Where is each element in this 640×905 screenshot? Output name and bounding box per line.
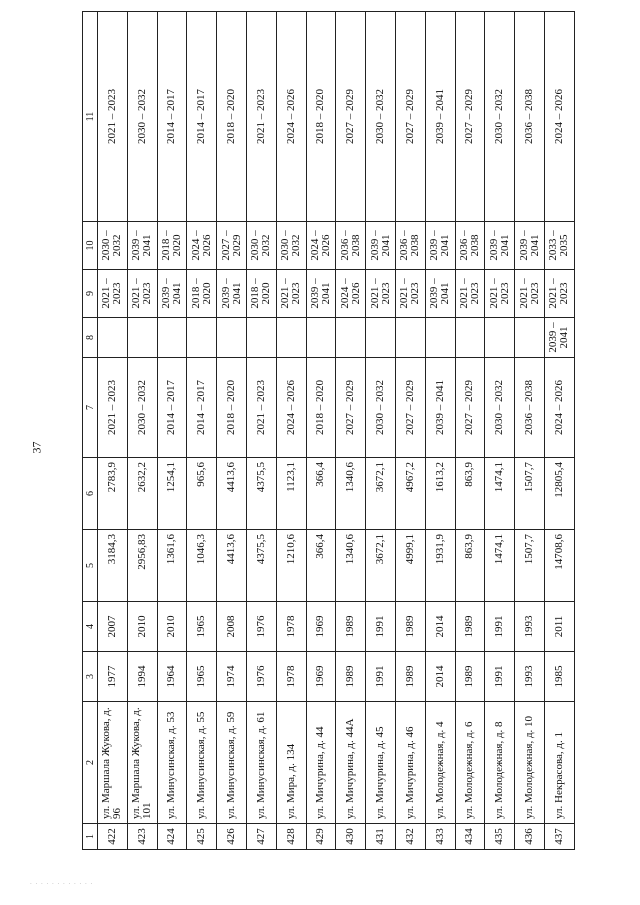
cell-period-8 xyxy=(306,318,336,358)
cell-period-10: 2024 – 2026 xyxy=(306,222,336,270)
cell-period-8 xyxy=(127,318,157,358)
cell-period-8 xyxy=(366,318,396,358)
cell-total-area: 4413,6 xyxy=(217,530,247,602)
cell-total-area: 14708,6 xyxy=(544,530,574,602)
cell-period-9: 2021 – 2023 xyxy=(395,270,425,318)
cell-period-10: 2027 – 2029 xyxy=(217,222,247,270)
cell-year-4: 1965 xyxy=(187,602,217,652)
cell-year-4: 2007 xyxy=(98,602,128,652)
rotated-table-container xyxy=(82,32,598,850)
cell-address: ул. Минусинская, д. 61 xyxy=(246,702,276,824)
table-row xyxy=(366,12,396,850)
column-header: 9 xyxy=(83,270,98,318)
cell-period-11: 2021 – 2023 xyxy=(246,12,276,222)
cell-total-area: 1340,6 xyxy=(336,530,366,602)
cell-period-9: 2039 – 2041 xyxy=(306,270,336,318)
cell-period-10: 2039 – 2041 xyxy=(515,222,545,270)
cell-period-8 xyxy=(455,318,485,358)
cell-address: ул. Мира, д. 134 xyxy=(276,702,306,824)
cell-period-8 xyxy=(515,318,545,358)
cell-living-area: 12805,4 xyxy=(544,458,574,530)
cell-period-10: 2030 – 2032 xyxy=(98,222,128,270)
table-row xyxy=(544,12,574,850)
cell-period-9: 2018 – 2020 xyxy=(246,270,276,318)
cell-year-4: 1989 xyxy=(336,602,366,652)
table-row xyxy=(395,12,425,850)
cell-period-7: 2021 – 2023 xyxy=(246,358,276,458)
cell-period-7: 2024 – 2026 xyxy=(544,358,574,458)
cell-period-7: 2018 – 2020 xyxy=(306,358,336,458)
table-row xyxy=(425,12,455,850)
cell-row-number: 423 xyxy=(127,824,157,850)
table-row xyxy=(485,12,515,850)
cell-year-4: 1976 xyxy=(246,602,276,652)
cell-period-8 xyxy=(98,318,128,358)
cell-living-area: 4375,5 xyxy=(246,458,276,530)
cell-year-4: 1991 xyxy=(485,602,515,652)
cell-address: ул. Минусинская, д. 55 xyxy=(187,702,217,824)
cell-row-number: 435 xyxy=(485,824,515,850)
cell-period-10: 2024 – 2026 xyxy=(187,222,217,270)
table-body xyxy=(83,12,575,850)
cell-year-4: 2011 xyxy=(544,602,574,652)
cell-living-area: 863,9 xyxy=(455,458,485,530)
column-header: 11 xyxy=(83,12,98,222)
cell-period-7: 2027 – 2029 xyxy=(395,358,425,458)
cell-period-11: 2027 – 2029 xyxy=(336,12,366,222)
cell-living-area: 4967,2 xyxy=(395,458,425,530)
cell-period-11: 2030 – 2032 xyxy=(366,12,396,222)
cell-period-7: 2018 – 2020 xyxy=(217,358,247,458)
cell-period-10: 2018 – 2020 xyxy=(157,222,187,270)
cell-year-4: 2010 xyxy=(157,602,187,652)
cell-living-area: 1254,1 xyxy=(157,458,187,530)
cell-row-number: 429 xyxy=(306,824,336,850)
cell-build-year: 1989 xyxy=(336,652,366,702)
cell-address: ул. Мичурина, д. 45 xyxy=(366,702,396,824)
cell-build-year: 1974 xyxy=(217,652,247,702)
table-row xyxy=(455,12,485,850)
cell-row-number: 422 xyxy=(98,824,128,850)
cell-build-year: 1985 xyxy=(544,652,574,702)
cell-period-7: 2014 – 2017 xyxy=(187,358,217,458)
table-row xyxy=(127,12,157,850)
cell-period-7: 2027 – 2029 xyxy=(336,358,366,458)
cell-period-8 xyxy=(485,318,515,358)
cell-period-7: 2014 – 2017 xyxy=(157,358,187,458)
cell-address: ул. Молодежная, д. 10 xyxy=(515,702,545,824)
cell-period-9: 2024 – 2026 xyxy=(336,270,366,318)
column-header: 4 xyxy=(83,602,98,652)
cell-period-8 xyxy=(336,318,366,358)
cell-period-9: 2021 – 2023 xyxy=(515,270,545,318)
cell-living-area: 1507,7 xyxy=(515,458,545,530)
cell-period-7: 2024 – 2026 xyxy=(276,358,306,458)
cell-period-11: 2018 – 2020 xyxy=(306,12,336,222)
column-header: 7 xyxy=(83,358,98,458)
table-row xyxy=(246,12,276,850)
cell-build-year: 1993 xyxy=(515,652,545,702)
cell-address: ул. Мичурина, д. 44 xyxy=(306,702,336,824)
cell-living-area: 1613,2 xyxy=(425,458,455,530)
cell-period-11: 2027 – 2029 xyxy=(455,12,485,222)
cell-period-11: 2036 – 2038 xyxy=(515,12,545,222)
cell-period-10: 2039 – 2041 xyxy=(425,222,455,270)
cell-period-11: 2030 – 2032 xyxy=(127,12,157,222)
cell-living-area: 3672,1 xyxy=(366,458,396,530)
cell-period-10: 2036 – 2038 xyxy=(455,222,485,270)
cell-address: ул. Маршала Жукова, д. 101 xyxy=(127,702,157,824)
cell-total-area: 3672,1 xyxy=(366,530,396,602)
cell-period-11: 2024 – 2026 xyxy=(544,12,574,222)
column-header: 6 xyxy=(83,458,98,530)
column-header: 10 xyxy=(83,222,98,270)
cell-period-8 xyxy=(425,318,455,358)
repair-schedule-table xyxy=(82,11,575,850)
cell-period-10: 2030 – 2032 xyxy=(276,222,306,270)
cell-period-8: 2039 – 2041 xyxy=(544,318,574,358)
column-header: 5 xyxy=(83,530,98,602)
cell-address: ул. Некрасова, д. 1 xyxy=(544,702,574,824)
cell-row-number: 436 xyxy=(515,824,545,850)
table-row xyxy=(515,12,545,850)
cell-build-year: 1969 xyxy=(306,652,336,702)
cell-period-7: 2027 – 2029 xyxy=(455,358,485,458)
cell-period-10: 2039 – 2041 xyxy=(366,222,396,270)
cell-period-9: 2021 – 2023 xyxy=(366,270,396,318)
cell-period-9: 2021 – 2023 xyxy=(544,270,574,318)
cell-period-9: 2018 – 2020 xyxy=(187,270,217,318)
cell-period-8 xyxy=(276,318,306,358)
cell-address: ул. Мичурина, д. 46 xyxy=(395,702,425,824)
cell-period-9: 2021 – 2023 xyxy=(127,270,157,318)
cell-total-area: 2956,83 xyxy=(127,530,157,602)
cell-period-11: 2014 – 2017 xyxy=(157,12,187,222)
table-row xyxy=(187,12,217,850)
cell-period-9: 2039 – 2041 xyxy=(157,270,187,318)
cell-period-9: 2021 – 2023 xyxy=(276,270,306,318)
cell-period-9: 2021 – 2023 xyxy=(98,270,128,318)
cell-period-9: 2021 – 2023 xyxy=(455,270,485,318)
column-header: 2 xyxy=(83,702,98,824)
cell-total-area: 4999,1 xyxy=(395,530,425,602)
cell-period-9: 2039 – 2041 xyxy=(425,270,455,318)
cell-row-number: 425 xyxy=(187,824,217,850)
cell-build-year: 1978 xyxy=(276,652,306,702)
cell-total-area: 1361,6 xyxy=(157,530,187,602)
cell-period-7: 2039 – 2041 xyxy=(425,358,455,458)
cell-total-area: 863,9 xyxy=(455,530,485,602)
cell-period-10: 2036 – 2038 xyxy=(336,222,366,270)
cell-living-area: 1474,1 xyxy=(485,458,515,530)
cell-build-year: 1994 xyxy=(127,652,157,702)
cell-row-number: 427 xyxy=(246,824,276,850)
cell-year-4: 2010 xyxy=(127,602,157,652)
cell-row-number: 430 xyxy=(336,824,366,850)
table-row xyxy=(217,12,247,850)
table-row xyxy=(306,12,336,850)
cell-row-number: 426 xyxy=(217,824,247,850)
cell-row-number: 437 xyxy=(544,824,574,850)
cell-build-year: 1977 xyxy=(98,652,128,702)
cell-address: ул. Маршала Жукова, д. 96 xyxy=(98,702,128,824)
cell-period-10: 2036 – 2038 xyxy=(395,222,425,270)
cell-build-year: 2014 xyxy=(425,652,455,702)
cell-total-area: 1210,6 xyxy=(276,530,306,602)
cell-year-4: 2014 xyxy=(425,602,455,652)
page-number: 37 xyxy=(29,441,44,454)
scan-artifact: . . . . . . . . . . . . xyxy=(30,878,94,886)
cell-period-10: 2033 – 2035 xyxy=(544,222,574,270)
cell-build-year: 1989 xyxy=(395,652,425,702)
cell-build-year: 1991 xyxy=(485,652,515,702)
cell-period-9: 2039 – 2041 xyxy=(217,270,247,318)
cell-living-area: 4413,6 xyxy=(217,458,247,530)
cell-year-4: 1989 xyxy=(395,602,425,652)
cell-year-4: 1989 xyxy=(455,602,485,652)
cell-living-area: 366,4 xyxy=(306,458,336,530)
cell-period-10: 2039 – 2041 xyxy=(485,222,515,270)
cell-period-8 xyxy=(157,318,187,358)
cell-period-7: 2021 – 2023 xyxy=(98,358,128,458)
cell-period-9: 2021 – 2023 xyxy=(485,270,515,318)
cell-period-10: 2030 – 2032 xyxy=(246,222,276,270)
column-header: 1 xyxy=(83,824,98,850)
cell-address: ул. Молодежная, д. 6 xyxy=(455,702,485,824)
cell-row-number: 424 xyxy=(157,824,187,850)
cell-total-area: 1931,9 xyxy=(425,530,455,602)
cell-total-area: 366,4 xyxy=(306,530,336,602)
cell-living-area: 965,6 xyxy=(187,458,217,530)
cell-period-11: 2039 – 2041 xyxy=(425,12,455,222)
table-row xyxy=(336,12,366,850)
cell-total-area: 1474,1 xyxy=(485,530,515,602)
cell-build-year: 1964 xyxy=(157,652,187,702)
cell-period-7: 2036 – 2038 xyxy=(515,358,545,458)
cell-period-11: 2030 – 2032 xyxy=(485,12,515,222)
cell-living-area: 2632,2 xyxy=(127,458,157,530)
cell-address: ул. Минусинская, д. 59 xyxy=(217,702,247,824)
cell-total-area: 3184,3 xyxy=(98,530,128,602)
column-number-row xyxy=(83,12,98,850)
cell-year-4: 1993 xyxy=(515,602,545,652)
cell-period-8 xyxy=(246,318,276,358)
cell-total-area: 4375,5 xyxy=(246,530,276,602)
cell-build-year: 1989 xyxy=(455,652,485,702)
cell-row-number: 428 xyxy=(276,824,306,850)
cell-build-year: 1965 xyxy=(187,652,217,702)
cell-row-number: 433 xyxy=(425,824,455,850)
cell-period-11: 2014 – 2017 xyxy=(187,12,217,222)
table-row xyxy=(98,12,128,850)
cell-year-4: 1969 xyxy=(306,602,336,652)
cell-address: ул. Молодежная, д. 8 xyxy=(485,702,515,824)
column-header: 3 xyxy=(83,652,98,702)
cell-row-number: 434 xyxy=(455,824,485,850)
cell-address: ул. Минусинская, д. 53 xyxy=(157,702,187,824)
cell-period-11: 2024 – 2026 xyxy=(276,12,306,222)
table-row xyxy=(276,12,306,850)
cell-period-7: 2030 – 2032 xyxy=(366,358,396,458)
column-header: 8 xyxy=(83,318,98,358)
cell-period-10: 2039 – 2041 xyxy=(127,222,157,270)
cell-year-4: 2008 xyxy=(217,602,247,652)
cell-period-8 xyxy=(217,318,247,358)
cell-period-11: 2018 – 2020 xyxy=(217,12,247,222)
cell-row-number: 431 xyxy=(366,824,396,850)
cell-living-area: 1340,6 xyxy=(336,458,366,530)
cell-period-11: 2027 – 2029 xyxy=(395,12,425,222)
cell-living-area: 1123,1 xyxy=(276,458,306,530)
cell-period-8 xyxy=(187,318,217,358)
cell-period-7: 2030 – 2032 xyxy=(127,358,157,458)
cell-total-area: 1507,7 xyxy=(515,530,545,602)
cell-year-4: 1978 xyxy=(276,602,306,652)
cell-address: ул. Молодежная, д. 4 xyxy=(425,702,455,824)
cell-period-11: 2021 – 2023 xyxy=(98,12,128,222)
cell-row-number: 432 xyxy=(395,824,425,850)
cell-period-8 xyxy=(395,318,425,358)
cell-living-area: 2783,9 xyxy=(98,458,128,530)
table-row xyxy=(157,12,187,850)
cell-year-4: 1991 xyxy=(366,602,396,652)
cell-build-year: 1976 xyxy=(246,652,276,702)
cell-build-year: 1991 xyxy=(366,652,396,702)
cell-period-7: 2030 – 2032 xyxy=(485,358,515,458)
cell-address: ул. Мичурина, д. 44А xyxy=(336,702,366,824)
cell-total-area: 1046,3 xyxy=(187,530,217,602)
